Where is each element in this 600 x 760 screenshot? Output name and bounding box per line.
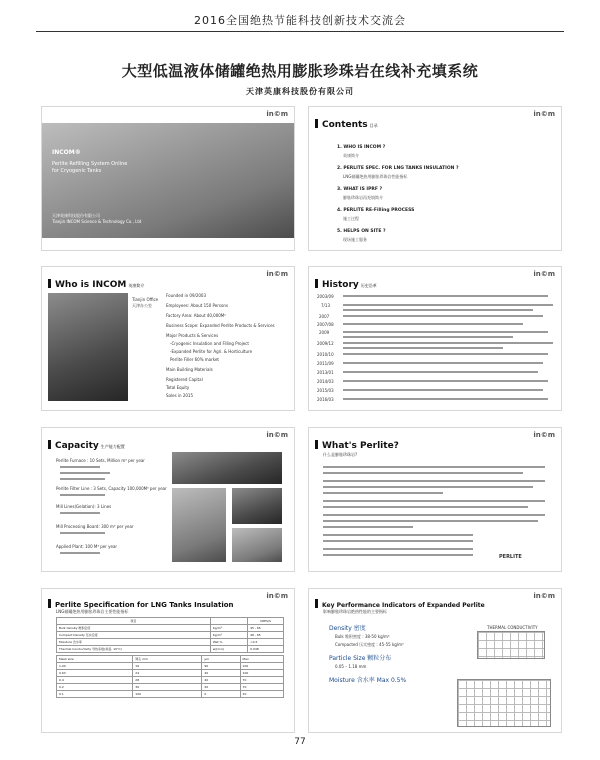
capacity-bullet-4: Mill Processing Board: 300 m³ per year [56, 524, 134, 529]
sieve-header: 筛孔 mm [133, 656, 202, 663]
spec-table [56, 617, 284, 653]
plant-photo-4 [232, 528, 282, 562]
perlite-title-cn: 什么是膨胀珍珠岩? [323, 452, 358, 457]
history-text-line [343, 323, 523, 325]
table-row [57, 632, 284, 639]
history-year: 2007/08 [317, 322, 334, 327]
cover-company-cn: 天津英康科技股份有限公司 [52, 213, 100, 218]
perlite-logo-text: PERLITE [499, 554, 522, 560]
spec-cell: Bulk density 堆积密度 [57, 625, 211, 632]
office-label-cn: 天津办公室 [132, 303, 152, 308]
sieve-cell: 16 [133, 663, 202, 670]
who-bullet-10: Registered Capital [166, 377, 203, 382]
cover-line2: for Cryogenic Tanks [52, 168, 102, 174]
capacity-bullet-5: Applied Plant: 100 M³ per year [56, 544, 118, 549]
history-text-line [343, 371, 538, 373]
header-rule [36, 31, 564, 32]
perlite-text-line [323, 534, 473, 536]
history-text-line [343, 304, 553, 306]
who-bullet-7: -Expanded Perlite for Agri. & Horticulture [170, 349, 253, 354]
sieve-cell: 0.1 [57, 691, 133, 698]
kpi-subtitle: 影响膨胀珍珠岩绝热性能的主要指标 [323, 609, 387, 614]
kpi-density-compact: Compacted 压实密度 : 45-55 kg/m³ [335, 642, 404, 647]
toc-item-4: 4. PERLITE RE-Filling PROCESS [337, 208, 415, 213]
history-year: 2014/03 [317, 379, 334, 384]
history-title-text: History [322, 280, 359, 290]
slide-who-is-incom [41, 266, 295, 411]
table-row [57, 670, 284, 677]
capacity-text-line [60, 478, 105, 480]
kpi-particle-label: Particle Size 颗粒分布 [329, 655, 392, 662]
history-text-line [343, 347, 503, 349]
sieve-cell: 100 [240, 663, 283, 670]
who-bullet-3: Factory Area: About 40,000M² [166, 313, 226, 318]
sieve-cell: 100 [240, 670, 283, 677]
history-text-line [343, 353, 548, 355]
history-year: 7/13 [321, 303, 330, 308]
capacity-title-text: Capacity [55, 441, 99, 451]
history-text-line [343, 342, 553, 344]
history-text-line [343, 362, 543, 364]
toc-sub-5: 现场施工服务 [343, 237, 367, 242]
slide-perlite-spec [41, 588, 295, 733]
spec-cell: Compact Density 压实密度 [57, 632, 211, 639]
plant-photo-1 [172, 452, 282, 484]
table-row [57, 618, 284, 625]
history-text-line [343, 295, 548, 297]
title-bar [315, 119, 318, 128]
toc-item-5: 5. HELPS ON SITE ? [337, 229, 386, 234]
page-number: 77 [294, 737, 306, 747]
history-year: 2013/01 [317, 370, 334, 375]
incom-logo: in©m [533, 110, 555, 118]
building-photo [48, 293, 128, 401]
cover-brand: INCOM® [52, 149, 81, 156]
who-bullet-4: Business Scope: Expanded Perlite Products & Services [166, 323, 275, 328]
capacity-text-line [60, 532, 105, 534]
table-row [57, 639, 284, 646]
toc-item-2: 2. PERLITE SPEC. FOR LNG TANKS INSULATION ? [337, 166, 459, 171]
incom-logo: in©m [533, 431, 555, 439]
perlite-text-line [323, 480, 545, 482]
conference-header: 2016全国绝热节能科技创新技术交流会 [194, 14, 406, 27]
perlite-text-line [323, 506, 528, 508]
title-bar [48, 440, 51, 449]
table-row [57, 656, 284, 663]
table-row [57, 677, 284, 684]
kpi-title [315, 599, 485, 609]
contents-title-cn: 目录 [369, 123, 378, 128]
sieve-cell: 0.63 [57, 670, 133, 677]
capacity-title [48, 440, 125, 451]
capacity-bullet-1: Perlite Furnace : 10 Sets, Million m³ per year [56, 458, 145, 463]
sieve-header: Mesh size [57, 656, 133, 663]
kpi-density-bulk: Bulk 堆积密度 : 38-50 kg/m³ [335, 634, 390, 639]
title-bar [315, 440, 318, 449]
plant-photo-2 [172, 488, 226, 562]
history-year: 2009/12 [317, 341, 334, 346]
perlite-title-text: What's Perlite? [322, 441, 399, 451]
title-bar [48, 599, 51, 608]
who-bullet-2: Employees: About 150 Persons [166, 303, 229, 308]
office-label: Tianjin Office [132, 297, 159, 302]
slide-kpi [308, 588, 562, 733]
spec-title [48, 599, 234, 609]
title-bar [315, 599, 318, 608]
perlite-text-line [323, 548, 473, 550]
sieve-cell: 0 [202, 691, 240, 698]
history-title-cn: 历史沿革 [360, 283, 377, 288]
spec-header-value: OPPS/S [248, 618, 284, 625]
table-row [57, 684, 284, 691]
toc-sub-1: 英康简介 [343, 153, 359, 158]
sieve-cell: 40 [202, 670, 240, 677]
sieve-cell: 90 [202, 663, 240, 670]
perlite-text-line [323, 526, 413, 528]
contents-title-text: Contents [322, 120, 368, 130]
perlite-text-line [323, 500, 545, 502]
slide-capacity [41, 427, 295, 572]
sieve-header: μm [202, 656, 240, 663]
sieve-cell: 100 [133, 691, 202, 698]
spec-subtitle: LNG储罐绝热用膨胀珍珠岩主要性能指标 [56, 609, 129, 614]
who-bullet-11: Total Equity [166, 385, 190, 390]
sieve-cell: 20 [202, 677, 240, 684]
spec-title-text: Perlite Specification for LNG Tanks Insulation [55, 601, 234, 609]
incom-logo: in©m [533, 592, 555, 600]
history-year: 2009 [319, 330, 330, 335]
kpi-title-text: Key Performance Indicators of Expanded Perlite [322, 602, 485, 609]
spec-cell: 48 - 65 [248, 632, 284, 639]
history-title [315, 279, 377, 290]
thermal-conductivity-chart [477, 631, 545, 659]
sieve-cell: 70 [240, 677, 283, 684]
spec-cell: Thermal Conductivity 导热系数(常温, 10°C) [57, 646, 211, 653]
density-chart [457, 679, 551, 727]
perlite-text-line [323, 486, 533, 488]
kpi-particle-range: 0.05 – 1.18 mm [335, 664, 367, 669]
who-bullet-5: Major Products & Services [166, 333, 219, 338]
capacity-text-line [60, 472, 110, 474]
spec-cell: Moisture 含水率 [57, 639, 211, 646]
sieve-table [56, 655, 284, 698]
history-text-line [343, 315, 543, 317]
table-row [57, 691, 284, 698]
history-year: 2011/09 [317, 361, 334, 366]
toc-sub-2: LNG储罐绝热用膨胀珍珠岩性能指标 [343, 174, 408, 179]
capacity-text-line [60, 552, 100, 554]
kpi-density-label: Density 密度 [329, 625, 366, 632]
incom-logo: in©m [533, 270, 555, 278]
capacity-text-line [60, 512, 100, 514]
sieve-cell: 28 [133, 677, 202, 684]
kpi-chart-title: THERMAL CONDUCTIVITY [487, 625, 538, 630]
perlite-title [315, 440, 399, 451]
capacity-title-cn: 生产能力配置 [100, 444, 125, 449]
sieve-cell: 70 [240, 684, 283, 691]
who-bullet-1: Founded in 09/2003 [166, 293, 207, 298]
history-year: 2003/09 [317, 294, 334, 299]
slide-history [308, 266, 562, 411]
perlite-text-line [323, 520, 538, 522]
capacity-text-line [60, 466, 100, 468]
table-row [57, 625, 284, 632]
toc-sub-3: 膨胀珍珠岩再充填简介 [343, 195, 383, 200]
history-year: 2010/10 [317, 352, 334, 357]
toc-sub-4: 施工过程 [343, 216, 359, 221]
history-year: 2007 [319, 314, 330, 319]
slide-whats-perlite [308, 427, 562, 572]
table-row [57, 646, 284, 653]
incom-logo: in©m [266, 110, 288, 118]
cover-company-en: Tianjin INCOM Science & Technology Co., Ltd [52, 219, 142, 224]
history-text-line [343, 336, 513, 338]
company-name: 天津英康科技股份有限公司 [246, 87, 354, 96]
contents-title [315, 119, 378, 130]
title-bar [315, 279, 318, 288]
sieve-cell: 0.4 [57, 677, 133, 684]
who-bullet-9: Main Building Materials [166, 367, 213, 372]
who-title-text: Who is INCOM [55, 280, 127, 290]
incom-logo: in©m [266, 592, 288, 600]
perlite-text-line [323, 466, 545, 468]
cover-line1: Perlite Refilling System Online [52, 161, 128, 167]
sieve-cell: 24 [133, 670, 202, 677]
incom-logo: in©m [266, 270, 288, 278]
history-text-line [343, 380, 548, 382]
spec-cell: 0.048 [248, 646, 284, 653]
who-bullet-8: Perlite Filler 60% market [170, 357, 219, 362]
who-bullet-6: -Cryogenic Insulation and Filling Project [170, 341, 249, 346]
toc-item-1: 1. WHO IS INCOM ? [337, 145, 386, 150]
spec-cell: Kg/m³ [210, 625, 247, 632]
perlite-text-line [323, 514, 545, 516]
perlite-text-line [323, 492, 443, 494]
spec-cell: Kg/m³ [210, 632, 247, 639]
history-text-line [343, 309, 533, 311]
spec-cell: Wet % [210, 639, 247, 646]
perlite-text-line [323, 540, 473, 542]
spec-header-unit [210, 618, 247, 625]
spec-cell: <0.5 [248, 639, 284, 646]
history-year: 2016/03 [317, 397, 334, 402]
plant-photo-3 [232, 488, 282, 524]
table-row [57, 663, 284, 670]
spec-header-item: 项目 [57, 618, 211, 625]
kpi-moisture-label: Moisture 含水率 Max 0.5% [329, 677, 407, 684]
incom-logo: in©m [266, 431, 288, 439]
history-text-line [343, 389, 543, 391]
capacity-text-line [60, 494, 105, 496]
perlite-text-line [323, 472, 523, 474]
sieve-header: Max [240, 656, 283, 663]
slide-contents [308, 106, 562, 251]
capacity-bullet-2: Perlite Filter Line : 3 Sets, Capacity 100,000M³ per year [56, 486, 167, 491]
sieve-cell: 30 [133, 684, 202, 691]
spec-cell: 45 - 65 [248, 625, 284, 632]
sieve-cell: 0.2 [57, 684, 133, 691]
who-title [48, 279, 144, 290]
sieve-cell: 20 [202, 684, 240, 691]
history-text-line [343, 398, 548, 400]
sieve-cell: 1.00 [57, 663, 133, 670]
capacity-bullet-3: Mill Lines(Gelation): 3 Lines [56, 504, 112, 509]
who-bullet-12: Sales in 2015 [166, 393, 194, 398]
history-year: 2015/03 [317, 388, 334, 393]
paper-title: 大型低温液体储罐绝热用膨胀珍珠岩在线补充填系统 [121, 62, 479, 80]
who-title-cn: 英康简介 [128, 283, 145, 288]
slide-cover [41, 106, 295, 251]
title-bar [48, 279, 51, 288]
sieve-cell: 20 [240, 691, 283, 698]
perlite-text-line [323, 554, 473, 556]
toc-item-3: 3. WHAT IS IPRF ? [337, 187, 383, 192]
spec-cell: w/(m.k) [210, 646, 247, 653]
history-text-line [343, 331, 548, 333]
